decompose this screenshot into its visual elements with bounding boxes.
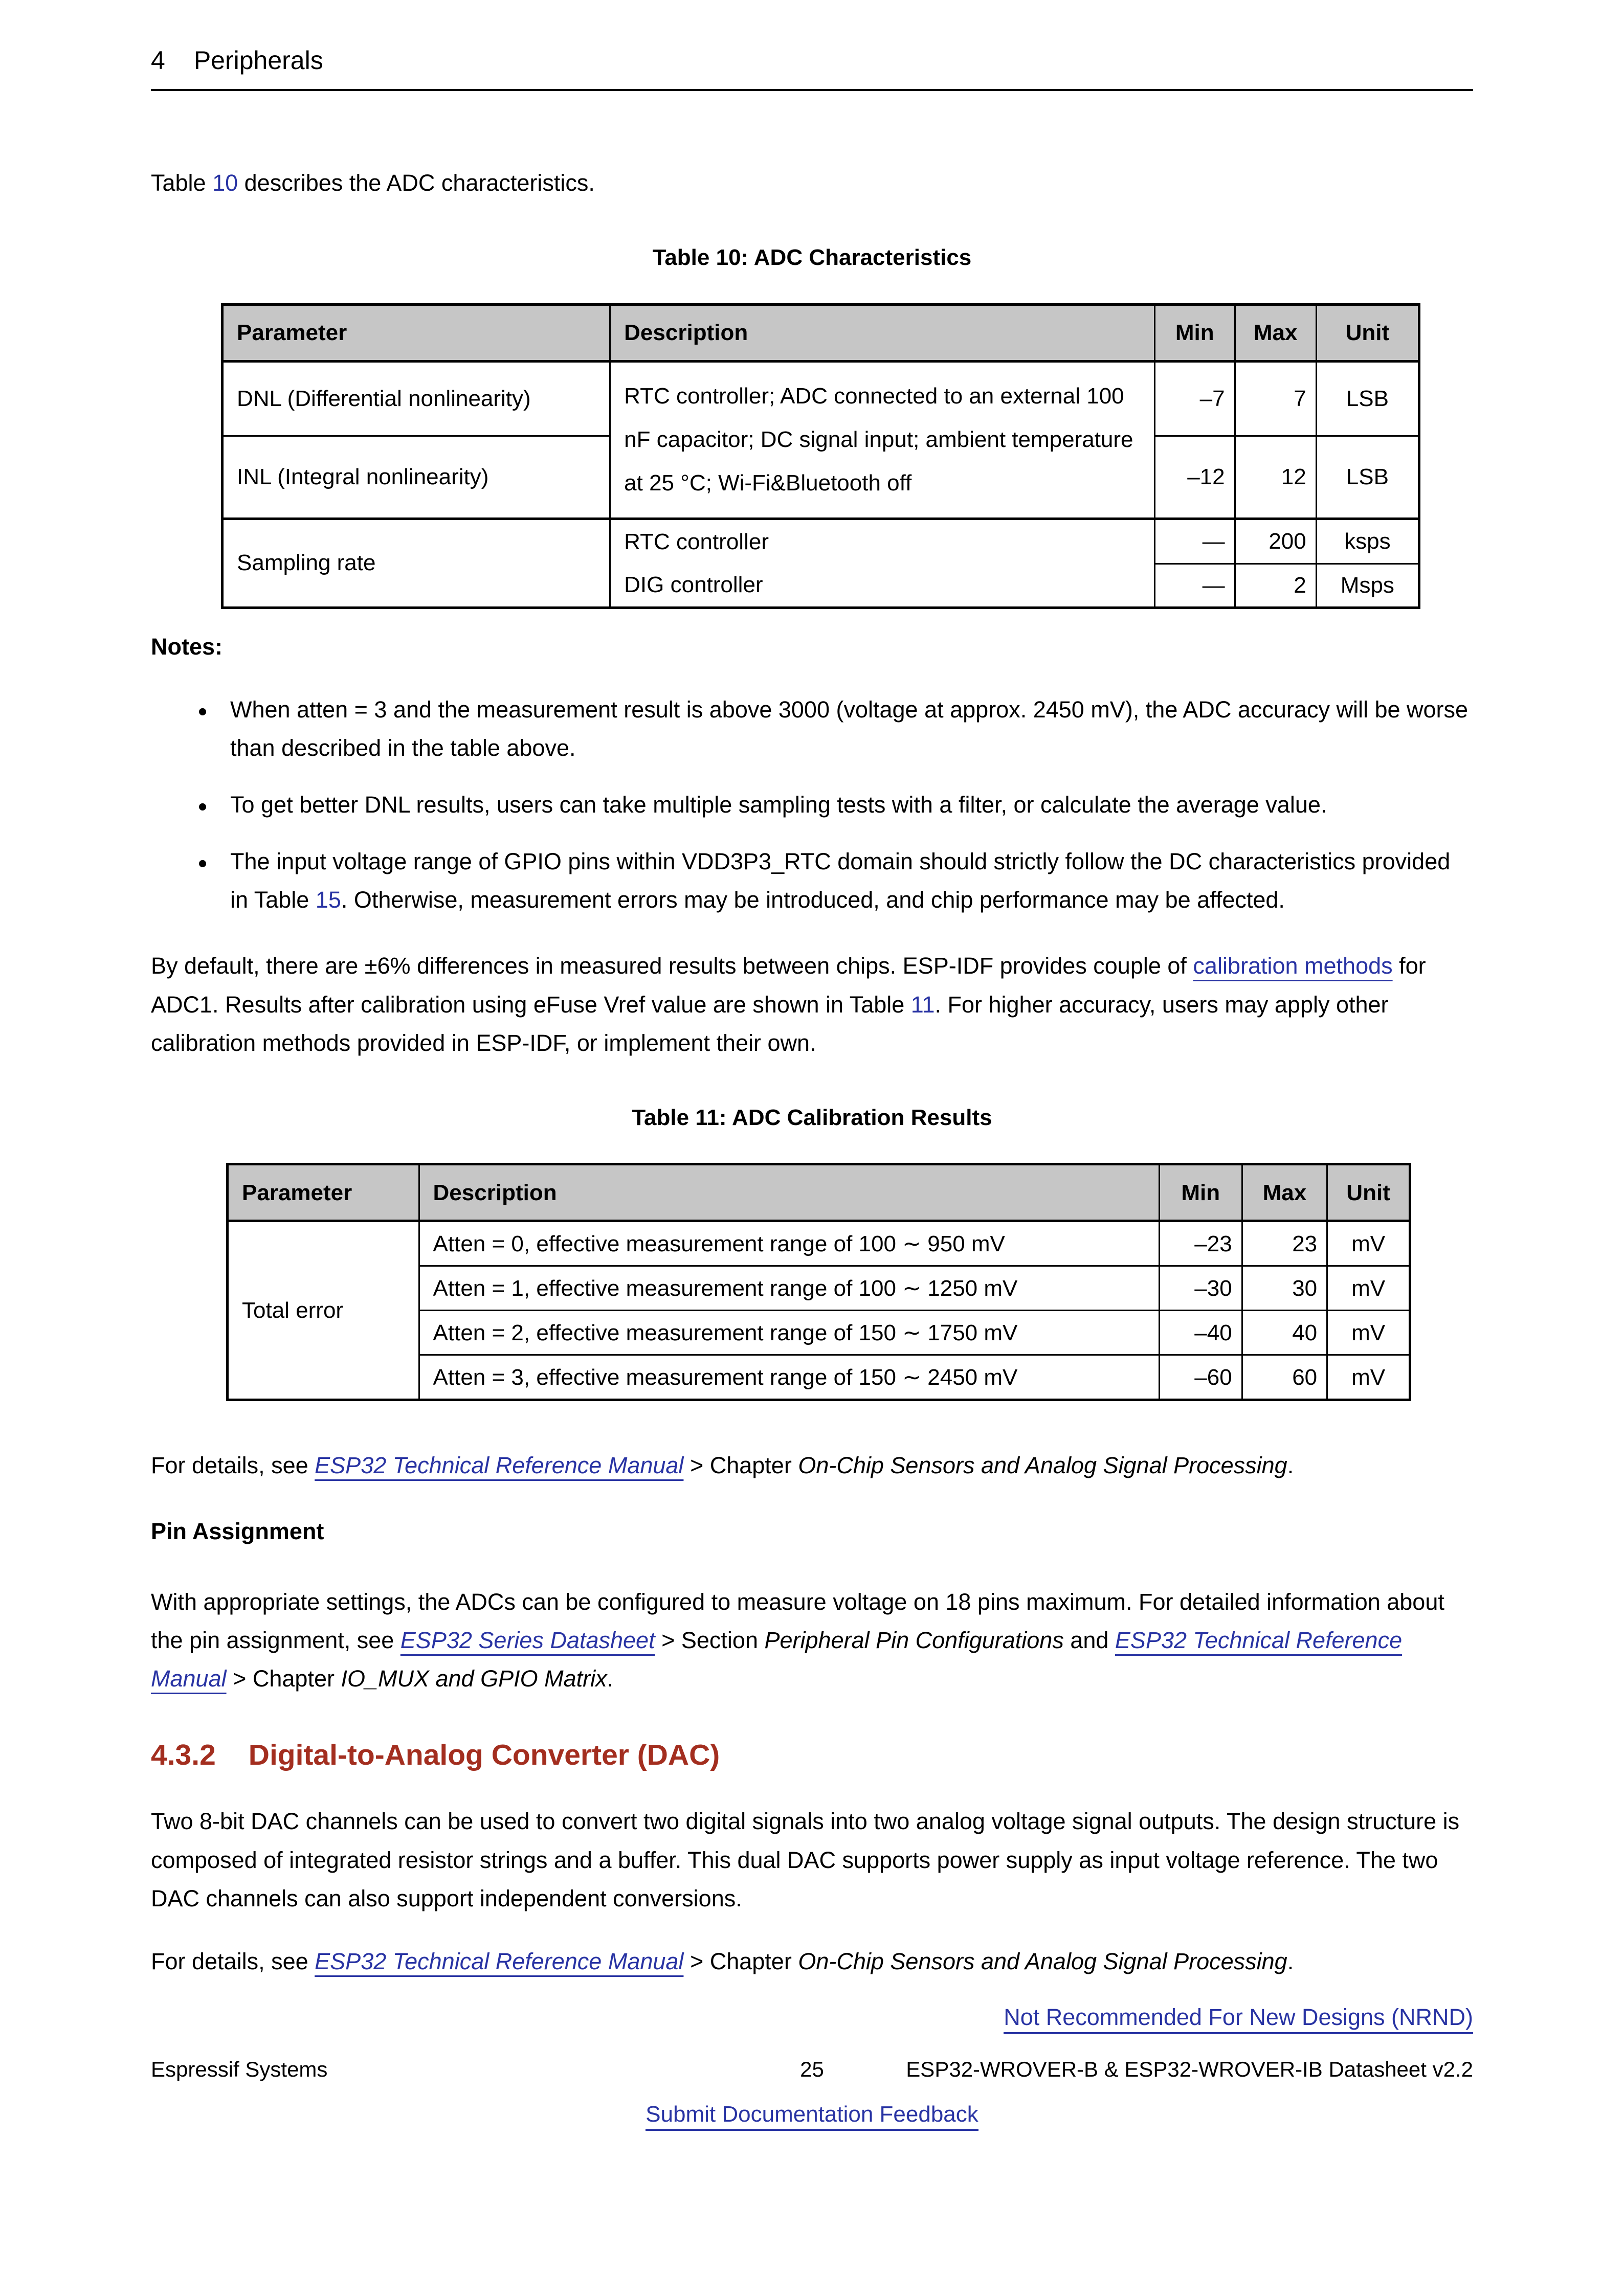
- note-item: [151, 690, 1473, 767]
- min-cell: –23: [1159, 1221, 1242, 1266]
- footer-page-number: 25: [800, 2057, 824, 2082]
- text-segment: IO_MUX and GPIO Matrix: [341, 1665, 607, 1692]
- text-segment: Peripheral Pin Configurations: [764, 1627, 1064, 1653]
- min-cell: —: [1154, 564, 1235, 607]
- column-header-max: Max: [1242, 1164, 1327, 1221]
- dac-details-paragraph: [151, 1942, 1473, 1980]
- desc-cell: Atten = 3, effective measurement range of 150 ∼ 2450 mV: [419, 1355, 1159, 1400]
- text-segment: When atten = 3 and the measurement result is above 3000 (voltage at approx. 2450 mV), the ADC accuracy will be worse than described in the table above.: [230, 696, 1469, 761]
- footer-row: [151, 2052, 1473, 2087]
- max-cell: 7: [1235, 361, 1316, 436]
- column-header-parameter: Parameter: [228, 1164, 419, 1221]
- text-segment: With appropriate settings, the ADCs can be configured to measure voltage on 18 pins maximum. For detailed information about the pin assignment, see: [151, 1588, 1444, 1653]
- unit-cell: mV: [1327, 1266, 1410, 1311]
- desc-cell: DIG controller: [610, 564, 1155, 607]
- desc-cell: RTC controller: [610, 519, 1155, 564]
- min-cell: –7: [1154, 361, 1235, 436]
- footer-doc-title: ESP32-WROVER-B & ESP32-WROVER-IB Datasheet v2.2: [906, 2057, 1473, 2082]
- unit-cell: mV: [1327, 1311, 1410, 1355]
- column-header-min: Min: [1154, 304, 1235, 361]
- text-segment: On-Chip Sensors and Analog Signal Processing: [798, 1948, 1287, 1974]
- feedback-link-row: [151, 2096, 1473, 2133]
- unit-cell: ksps: [1316, 519, 1419, 564]
- max-cell: 23: [1242, 1221, 1327, 1266]
- text-segment: for ADC1. Results after calibration using eFuse Vref value are shown in Table: [151, 953, 1426, 1018]
- text-segment: On-Chip Sensors and Analog Signal Processing: [798, 1452, 1287, 1479]
- table-row-atten0: [228, 1221, 1410, 1266]
- notes-label: Notes:: [151, 633, 223, 660]
- text-segment: The input voltage range of GPIO pins within VDD3P3_RTC domain should strictly follow the DC characteristics provided in Table: [230, 848, 1451, 913]
- calibration-paragraph: [151, 947, 1473, 1062]
- text-segment: describes the ADC characteristics.: [238, 170, 595, 196]
- unit-cell: Msps: [1316, 564, 1419, 607]
- section-title: Peripherals: [193, 46, 323, 75]
- max-cell: 60: [1242, 1355, 1327, 1400]
- details-paragraph: [151, 1446, 1473, 1484]
- note-item: [151, 785, 1473, 824]
- text-segment: For details, see: [151, 1948, 315, 1974]
- param-cell-total-error: Total error: [228, 1221, 419, 1400]
- text-segment: > Chapter: [226, 1665, 341, 1692]
- text-segment: and: [1063, 1627, 1115, 1653]
- min-cell: –30: [1159, 1266, 1242, 1311]
- nrnd-link[interactable]: Not Recommended For New Designs (NRND): [1004, 2004, 1473, 2034]
- unit-cell: mV: [1327, 1355, 1410, 1400]
- inline-link[interactable]: 15: [315, 887, 341, 913]
- column-header-unit: Unit: [1316, 304, 1419, 361]
- min-cell: –40: [1159, 1311, 1242, 1355]
- text-segment: . Otherwise, measurement errors may be introduced, and chip performance may be affected.: [341, 887, 1285, 913]
- table10-caption: Table 10: ADC Characteristics: [652, 245, 972, 271]
- column-header-parameter: Parameter: [223, 304, 610, 361]
- inline-link[interactable]: calibration methods: [1193, 953, 1393, 979]
- section-number: 4: [151, 46, 165, 75]
- table11-caption: Table 11: ADC Calibration Results: [632, 1105, 992, 1130]
- column-header-description: Description: [419, 1164, 1159, 1221]
- text-segment: > Section: [655, 1627, 765, 1653]
- max-cell: 12: [1235, 436, 1316, 519]
- desc-cell: Atten = 1, effective measurement range of 100 ∼ 1250 mV: [419, 1266, 1159, 1311]
- inline-link[interactable]: ESP32 Technical Reference Manual: [151, 1627, 1403, 1692]
- min-cell: –12: [1154, 436, 1235, 519]
- text-segment: By default, there are ±6% differences in measured results between chips. ESP-IDF provides couple of: [151, 953, 1193, 979]
- max-cell: 40: [1242, 1311, 1327, 1355]
- max-cell: 2: [1235, 564, 1316, 607]
- unit-cell: LSB: [1316, 436, 1419, 519]
- min-cell: —: [1154, 519, 1235, 564]
- inline-link[interactable]: ESP32 Technical Reference Manual: [315, 1452, 684, 1479]
- param-cell-dnl: DNL (Differential nonlinearity): [223, 361, 610, 436]
- pin-assignment-heading: Pin Assignment: [151, 1518, 324, 1545]
- adc-characteristics-table: [221, 303, 1420, 609]
- max-cell: 30: [1242, 1266, 1327, 1311]
- text-segment: > Chapter: [683, 1452, 798, 1479]
- column-header-unit: Unit: [1327, 1164, 1410, 1221]
- adc-calibration-results-table: [226, 1163, 1411, 1401]
- shared-description-cell: RTC controller; ADC connected to an external 100 nF capacitor; DC signal input; ambient temperature at 25 °C; Wi-Fi&Bluetooth off: [610, 361, 1155, 519]
- column-header-min: Min: [1159, 1164, 1242, 1221]
- intro-paragraph: [151, 164, 1473, 202]
- unit-cell: LSB: [1316, 361, 1419, 436]
- max-cell: 200: [1235, 519, 1316, 564]
- desc-cell: Atten = 0, effective measurement range of 100 ∼ 950 mV: [419, 1221, 1159, 1266]
- dac-section-heading: [151, 1738, 1473, 1772]
- table-row-dnl: [223, 361, 1419, 436]
- dac-paragraph: Two 8-bit DAC channels can be used to convert two digital signals into two analog voltage signal outputs. The design structure is composed of integrated resistor strings and a buffer. This dual DAC supports power supply as input voltage reference. The two DAC channels can also support independent conversions.: [151, 1808, 1460, 1911]
- min-cell: –60: [1159, 1355, 1242, 1400]
- text-segment: .: [1287, 1452, 1294, 1479]
- inline-link[interactable]: ESP32 Technical Reference Manual: [315, 1948, 684, 1974]
- text-segment: .: [1287, 1948, 1294, 1974]
- note-item: [151, 842, 1473, 919]
- column-header-description: Description: [610, 304, 1155, 361]
- param-cell-sampling-rate: Sampling rate: [223, 519, 610, 607]
- dac-section-title: Digital-to-Analog Converter (DAC): [248, 1739, 720, 1772]
- inline-link[interactable]: ESP32 Series Datasheet: [400, 1627, 655, 1653]
- nrnd-link-row: [151, 1998, 1473, 2036]
- header-rule: [151, 89, 1473, 91]
- notes-list: [151, 690, 1473, 919]
- submit-documentation-feedback-link[interactable]: Submit Documentation Feedback: [646, 2102, 978, 2131]
- text-segment: Table: [151, 170, 213, 196]
- table-row-sampling-rtc: [223, 519, 1419, 564]
- page-header: [151, 45, 1473, 76]
- text-segment: For details, see: [151, 1452, 315, 1479]
- text-segment: . For higher accuracy, users may apply other calibration methods provided in ESP-IDF, or implement their own.: [151, 991, 1389, 1056]
- param-cell-inl: INL (Integral nonlinearity): [223, 436, 610, 519]
- pin-assignment-paragraph: [151, 1583, 1473, 1698]
- text-segment: > Chapter: [683, 1948, 798, 1974]
- inline-link[interactable]: 10: [212, 170, 238, 196]
- desc-cell: Atten = 2, effective measurement range of 150 ∼ 1750 mV: [419, 1311, 1159, 1355]
- inline-link[interactable]: 11: [910, 991, 935, 1018]
- text-segment: To get better DNL results, users can take multiple sampling tests with a filter, or calculate the average value.: [230, 792, 1327, 818]
- dac-section-number: 4.3.2: [151, 1739, 216, 1772]
- text-segment: .: [607, 1665, 614, 1692]
- unit-cell: mV: [1327, 1221, 1410, 1266]
- column-header-max: Max: [1235, 304, 1316, 361]
- footer-company: Espressif Systems: [151, 2057, 328, 2082]
